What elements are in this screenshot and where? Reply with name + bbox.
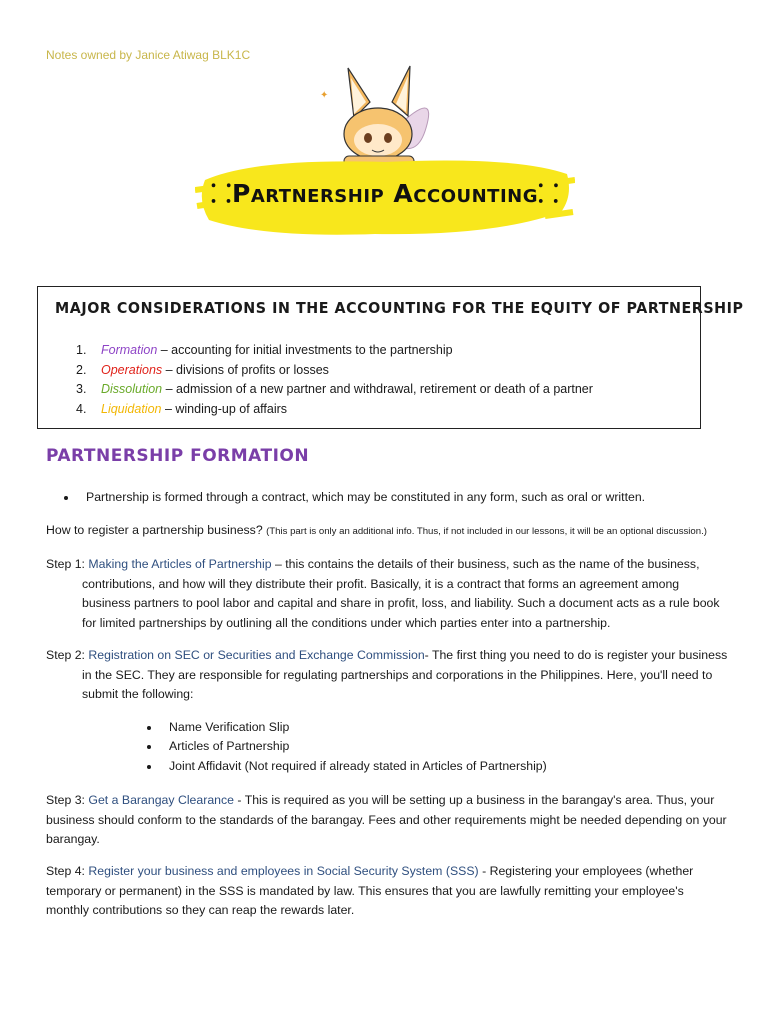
bullet-icon	[147, 745, 151, 749]
formation-bullet: Partnership is formed through a contract, which may be constituted in any form, such as oral or written.	[86, 490, 646, 504]
list-item: Joint Affidavit (Not required if already stated in Articles of Partnership)	[169, 759, 547, 773]
list-item: Articles of Partnership	[169, 739, 290, 753]
considerations-box	[37, 286, 744, 429]
register-question: How to register a partnership business? (This part is only an additional info. Thus, if not included in our lessons, it will be an optional discussion.)	[46, 523, 707, 537]
title-decoration-right-icon: ⸬	[538, 179, 560, 208]
bullet-icon	[64, 496, 68, 500]
bullet-icon	[147, 765, 151, 769]
document-title: ⸬Partnership Accounting⸬	[210, 179, 560, 208]
step-2-heading: Registration on SEC or Securities and Exchange Commission	[88, 648, 425, 662]
list-item: 3. Dissolution – admission of a new partner and withdrawal, retirement or death of a partner	[76, 382, 593, 396]
step-1: Step 1: Making the Articles of Partnership – this contains the details of their business, such as the name of the business, contributions, and how will they distribute their profit. Basically, it is a contract that forms an agreement among business partners to pool labor and capital and share in profit, loss, and liability. Such a document acts as a rule book for limited partnerships by outlining all the conditions under which parties enter into a partnership.	[46, 557, 720, 630]
list-item: Name Verification Slip	[169, 720, 290, 734]
title-decoration-left-icon: ⸬	[210, 179, 232, 208]
step-3: Step 3: Get a Barangay Clearance - This is required as you will be setting up a business in the barangay's area. Thus, your business should conform to the standards of the barangay. Fees and other requirements might be needed depending on your barangay.	[46, 793, 727, 846]
bullet-icon	[147, 726, 151, 730]
considerations-title: MAJOR CONSIDERATIONS IN THE ACCOUNTING FOR THE EQUITY OF PARTNERSHIP	[55, 299, 744, 317]
list-item: 2. Operations – divisions of profits or losses	[76, 362, 329, 377]
considerations-list	[76, 341, 593, 419]
list-item: 1. Formation – accounting for initial investments to the partnership	[76, 343, 453, 357]
svg-text:✦: ✦	[320, 90, 329, 101]
step-1-heading: Making the Articles of Partnership	[88, 557, 272, 571]
step-2: Step 2: Registration on SEC or Securities and Exchange Commission- The first thing you need to do is register your business in the SEC. They are responsible for regulating partnerships and corporations in the Philippines. Here, you'll need to submit the following:	[46, 648, 728, 701]
step-4-heading: Register your business and employees in Social Security System (SSS)	[88, 864, 479, 878]
step-3-heading: Get a Barangay Clearance	[88, 793, 234, 807]
section-title-formation: PARTNERSHIP FORMATION	[46, 446, 310, 466]
list-item: 4. Liquidation – winding-up of affairs	[76, 401, 288, 416]
step-4: Step 4: Register your business and employees in Social Security System (SSS) - Registering your employees (whether temporary or permanent) in the SSS is mandated by law. This ensures that you are lawfully remitting your employee's monthly contributions so they can reap the rewards later.	[46, 864, 694, 917]
owner-note: Notes owned by Janice Atiwag BLK1C	[46, 48, 251, 62]
